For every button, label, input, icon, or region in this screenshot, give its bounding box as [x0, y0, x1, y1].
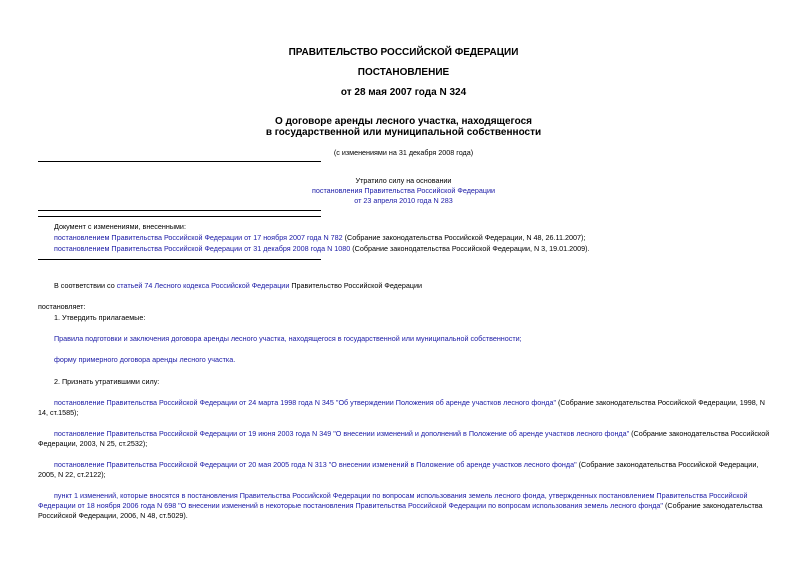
resolves-text: постановляет: [38, 302, 86, 311]
changes-intro: Документ с изменениями, внесенными: [54, 222, 186, 231]
amendment-link[interactable]: постановлением Правительства Российской Федерации от 31 декабря 2008 года N 1080 [54, 244, 351, 253]
law-article-link[interactable]: статьей 74 Лесного кодекса Российской Федерации [116, 281, 290, 290]
expired-note: Утратило силу на основании [355, 176, 452, 185]
divider [38, 210, 321, 211]
government-heading: ПРАВИТЕЛЬСТВО РОССИЙСКОЙ ФЕДЕРАЦИИ [288, 47, 519, 58]
annulled-act-link[interactable]: пункт 1 изменений, которые вносятся в постановления Правительства Российской Федерации по вопросам использования земель лесного фонда, утвержденных постановлением Правительства Российской [54, 491, 748, 500]
annulled-item [54, 459, 758, 470]
annulled-source: (Собрание законодательства Российской Федерации, [576, 460, 759, 469]
preamble [54, 280, 422, 291]
divider [38, 161, 321, 162]
divider [38, 259, 321, 260]
preamble-text: Правительство Российской Федерации [289, 281, 423, 290]
contract-form-link[interactable]: форму примерного договора аренды лесного участка. [54, 355, 236, 364]
annulled-source-cont: 2005, N 22, ст.2122); [38, 470, 106, 479]
annulled-act-link[interactable]: постановление Правительства Российской Федерации от 20 мая 2005 года N 313 "О внесении изменений в Положение об аренде участков лесного фонда" [54, 460, 577, 469]
annulled-source-cont: 14, ст.1585); [38, 408, 79, 417]
annulled-item [54, 397, 765, 408]
clause-1: 1. Утвердить прилагаемые: [54, 313, 146, 322]
amendment-source: (Собрание законодательства Российской Федерации, N 3, 19.01.2009). [350, 244, 590, 253]
revision-note: (с изменениями на 31 декабря 2008 года) [333, 148, 474, 157]
divider [38, 216, 321, 217]
changes-item [54, 232, 585, 243]
amendment-link[interactable]: постановлением Правительства Российской Федерации от 17 ноября 2007 года N 782 [54, 233, 343, 242]
annulled-act-link[interactable]: постановление Правительства Российской Федерации от 24 марта 1998 года N 345 "Об утверждении Положения об аренде участков лесного фонда" [54, 398, 557, 407]
annulled-item [54, 428, 769, 439]
annulled-act-link[interactable]: постановление Правительства Российской Федерации от 19 июня 2003 года N 349 "О внесении изменений и дополнений в Положение об аренде участков лесного фонда" [54, 429, 630, 438]
amendment-source: (Собрание законодательства Российской Федерации, N 48, 26.11.2007); [342, 233, 586, 242]
annulled-source-cont: Федерации, 2003, N 25, ст.2532); [38, 439, 148, 448]
annulled-source-cont: Российской Федерации, 2006, N 48, ст.5029). [38, 511, 188, 520]
rules-link[interactable]: Правила подготовки и заключения договора аренды лесного участка, находящегося в государственной или муниципальной собственности; [54, 334, 522, 343]
annulled-act-link[interactable]: Федерации от 18 ноября 2006 года N 698 "О внесении изменений в некоторые постановления Правительства Российской Федерации по вопросам использования земель лесного фонда" [38, 501, 663, 510]
annulled-source: (Собрание законодательства [663, 501, 763, 510]
document-title-line1: О договоре аренды лесного участка, находящегося [275, 116, 532, 127]
document-title-line2: в государственной или муниципальной собственности [265, 127, 542, 138]
document-date-number: от 28 мая 2007 года N 324 [340, 87, 467, 98]
clause-2: 2. Признать утратившими силу: [54, 377, 160, 386]
document-type: ПОСТАНОВЛЕНИЕ [357, 67, 450, 78]
expired-link-line1[interactable]: постановления Правительства Российской Федерации [311, 186, 496, 195]
changes-item [54, 243, 590, 254]
annulled-source: (Собрание законодательства Российской Федерации, 1998, N [556, 398, 765, 407]
expired-link-line2[interactable]: от 23 апреля 2010 года N 283 [354, 196, 453, 205]
preamble-text: В соответствии со [54, 281, 117, 290]
annulled-source: (Собрание законодательства Российской [629, 429, 770, 438]
